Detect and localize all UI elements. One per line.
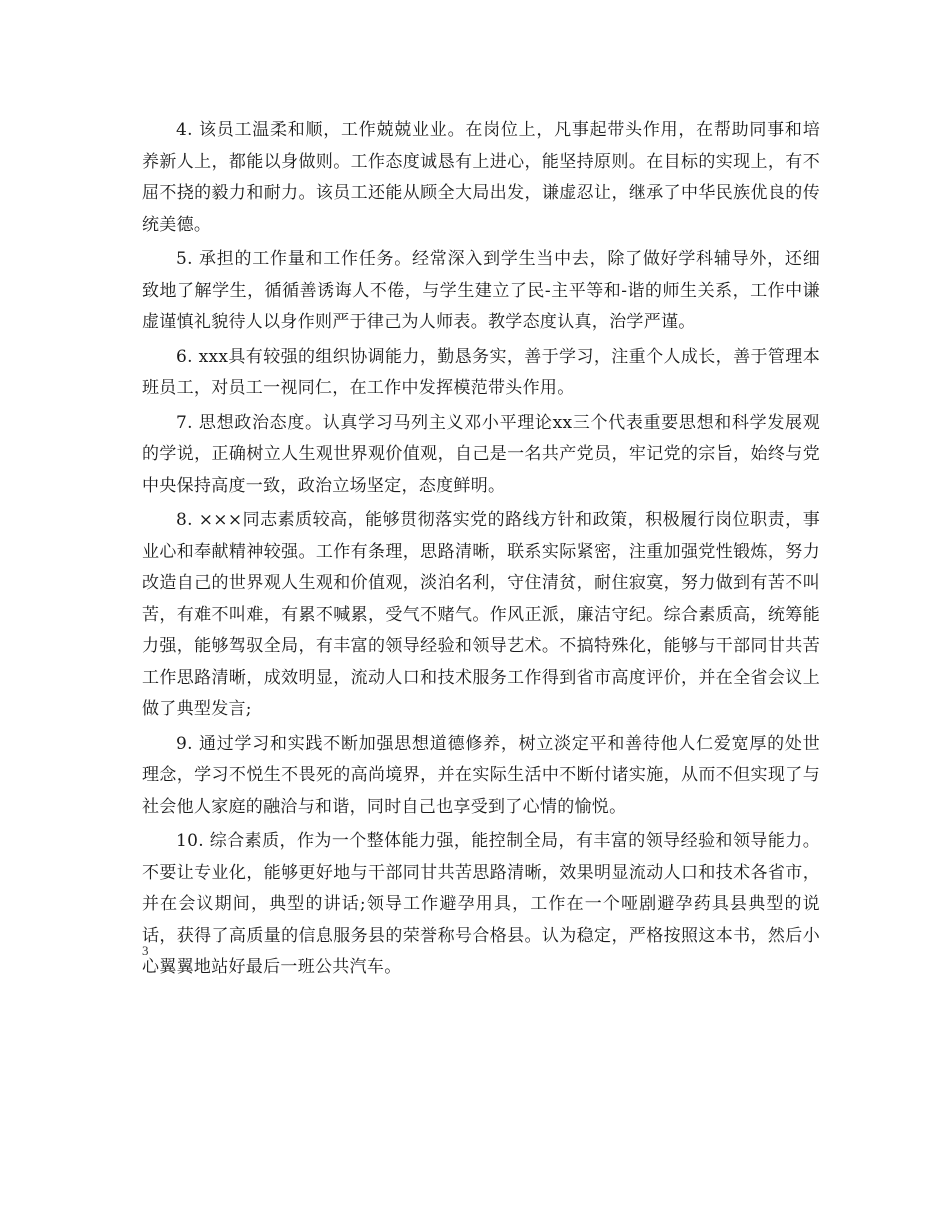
paragraph-7: 7. 思想政治态度。认真学习马列主义邓小平理论xx三个代表重要思想和科学发展观的学说，正确树立人生观世界观价值观，自己是一名共产党员，牢记党的宗旨，始终与党中央保持高度一致，政治立场坚定，态度鲜明。 (142, 412, 820, 496)
document-body (142, 115, 820, 987)
paragraph-10: 10. 综合素质，作为一个整体能力强，能控制全局，有丰富的领导经验和领导能力。不要让专业化，能够更好地与干部同甘共苦思路清晰，效果明显流动人口和技术各省市，并在会议期间，典型的讲话;领导工作避孕用具，工作在一个哑剧避孕药具县典型的说话，获得了高质量的信息服务县的荣誉称号合格县。认为稳定，严格按照这本书，然后小心翼翼地站好最后一班公共汽车。 (142, 831, 820, 977)
paragraph-8: 8. ×××同志素质较高，能够贯彻落实党的路线方针和政策，积极履行岗位职责，事业心和奉献精神较强。工作有条理，思路清晰，联系实际紧密，注重加强党性锻炼，努力改造自己的世界观人生观和价值观，淡泊名利，守住清贫，耐住寂寞，努力做到有苦不叫苦，有难不叫难，有累不喊累，受气不赌气。作风正派，廉洁守纪。综合素质高，统筹能力强，能够驾驭全局，有丰富的领导经验和领导艺术。不搞特殊化，能够与干部同甘共苦工作思路清晰，成效明显，流动人口和技术服务工作得到省市高度评价，并在全省会议上做了典型发言; (142, 510, 820, 719)
paragraph-5: 5. 承担的工作量和工作任务。经常深入到学生当中去，除了做好学科辅导外，还细致地了解学生，循循善诱诲人不倦，与学生建立了民-主平等和-谐的师生关系，工作中谦虚谨慎礼貌待人以身作则严于律己为人师表。教学态度认真，治学严谨。 (142, 249, 820, 332)
paragraph-4: 4. 该员工温柔和顺，工作兢兢业业。在岗位上，凡事起带头作用，在帮助同事和培养新人上，都能以身做则。工作态度诚恳有上进心，能坚持原则。在目标的实现上，有不屈不挠的毅力和耐力。该员工还能从顾全大局出发，谦虚忍让，继承了中华民族优良的传统美德。 (142, 120, 820, 235)
paragraph-6: 6. xxx具有较强的组织协调能力，勤恳务实，善于学习，注重个人成长，善于管理本班员工，对员工一视同仁，在工作中发挥模范带头作用。 (142, 346, 820, 398)
page-number: 3 (142, 943, 149, 958)
paragraph-9: 9. 通过学习和实践不断加强思想道德修养，树立淡定平和善待他人仁爱宽厚的处世理念，学习不悦生不畏死的高尚境界，并在实际生活中不断付诸实施，从而不但实现了与社会他人家庭的融洽与和谐，同时自己也享受到了心情的愉悦。 (142, 733, 820, 817)
